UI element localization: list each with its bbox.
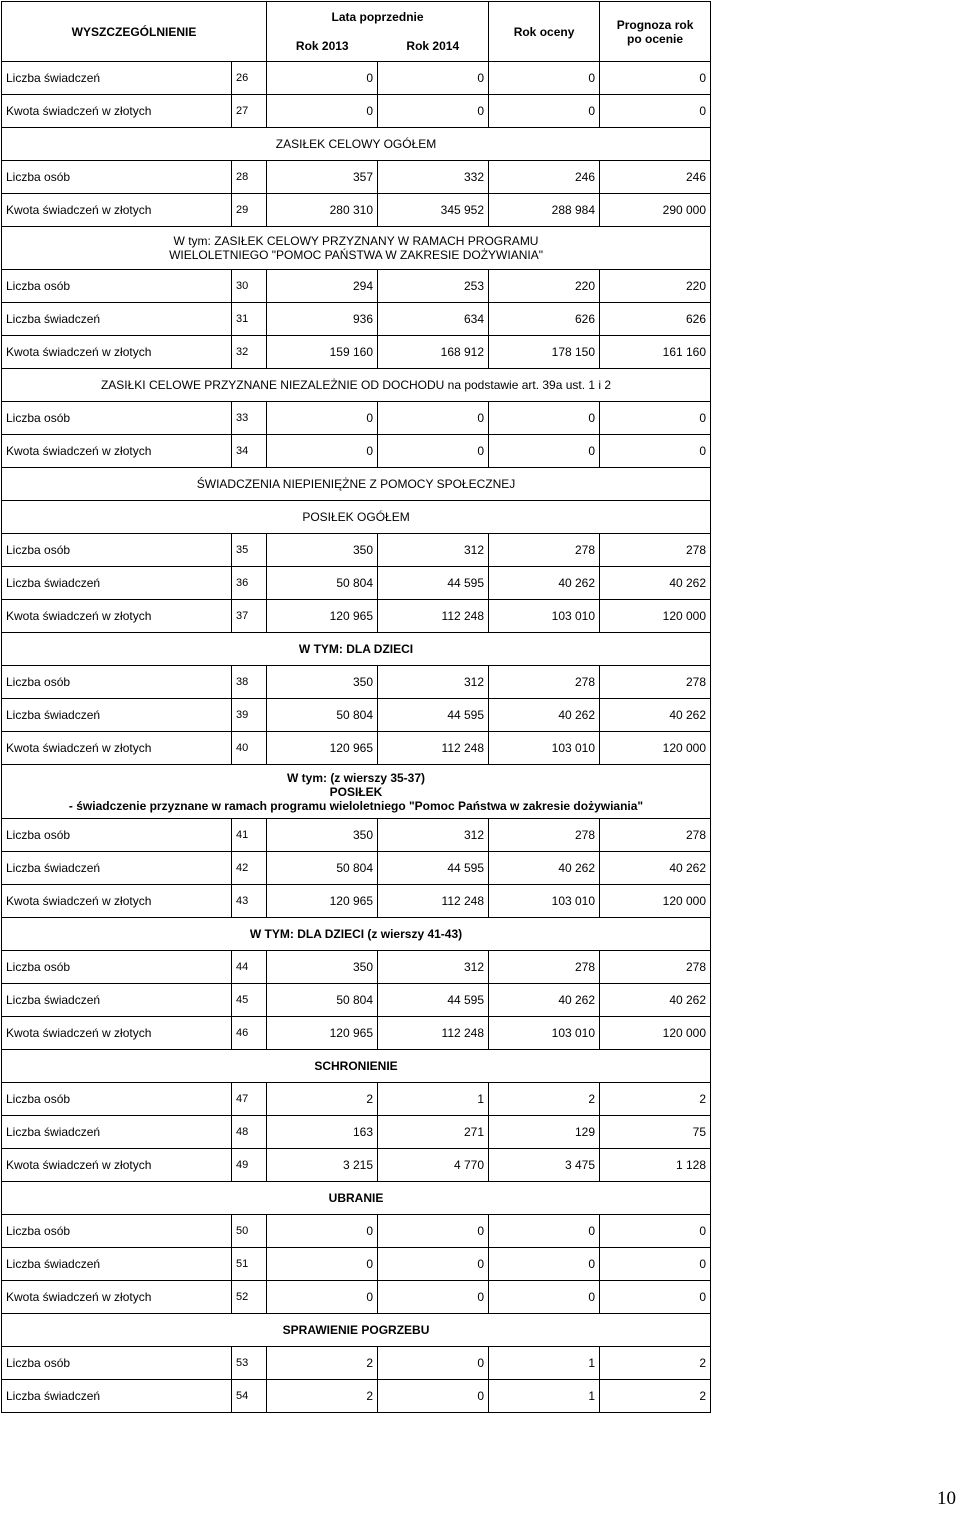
value-2013: 350 <box>267 951 378 984</box>
value-2013: 350 <box>267 666 378 699</box>
section-row <box>2 128 711 161</box>
benefits-table <box>1 1 711 1413</box>
value-rok-oceny: 3 475 <box>489 1149 600 1182</box>
value-2013: 120 965 <box>267 1017 378 1050</box>
value-2014: 112 248 <box>378 1017 489 1050</box>
table-row <box>2 270 711 303</box>
section-heading-line: W TYM: DLA DZIECI <box>298 642 414 656</box>
row-label: Kwota świadczeń w złotych <box>2 435 232 468</box>
section-heading <box>2 633 711 666</box>
value-2014: 168 912 <box>378 336 489 369</box>
value-2014: 332 <box>378 161 489 194</box>
section-row <box>2 918 711 951</box>
value-prognoza: 246 <box>600 161 711 194</box>
row-number: 30 <box>232 270 267 303</box>
value-prognoza: 0 <box>600 95 711 128</box>
value-prognoza: 0 <box>600 435 711 468</box>
table-row <box>2 1215 711 1248</box>
table-row <box>2 885 711 918</box>
section-heading-line: POSIŁEK OGÓŁEM <box>302 510 410 524</box>
value-prognoza: 40 262 <box>600 984 711 1017</box>
row-label: Kwota świadczeń w złotych <box>2 600 232 633</box>
value-2014: 634 <box>378 303 489 336</box>
value-rok-oceny: 1 <box>489 1380 600 1413</box>
section-heading <box>2 369 711 402</box>
value-rok-oceny: 246 <box>489 161 600 194</box>
value-2014: 0 <box>378 1347 489 1380</box>
row-label: Liczba osób <box>2 1083 232 1116</box>
header-prognoza <box>600 2 711 62</box>
table-row <box>2 699 711 732</box>
value-rok-oceny: 0 <box>489 402 600 435</box>
table-row <box>2 95 711 128</box>
value-prognoza: 0 <box>600 1281 711 1314</box>
header-year-2014: Rok 2014 <box>378 31 489 62</box>
row-number: 49 <box>232 1149 267 1182</box>
value-2014: 0 <box>378 402 489 435</box>
value-prognoza: 0 <box>600 402 711 435</box>
value-2013: 120 965 <box>267 885 378 918</box>
table-row <box>2 1380 711 1413</box>
value-2013: 350 <box>267 534 378 567</box>
section-heading <box>2 128 711 161</box>
row-number: 34 <box>232 435 267 468</box>
row-label: Kwota świadczeń w złotych <box>2 1281 232 1314</box>
value-2013: 3 215 <box>267 1149 378 1182</box>
value-prognoza: 278 <box>600 951 711 984</box>
value-rok-oceny: 0 <box>489 1281 600 1314</box>
section-heading-line: POSIŁEK <box>329 784 383 799</box>
value-prognoza: 290 000 <box>600 194 711 227</box>
table-body <box>2 62 711 1413</box>
row-number: 40 <box>232 732 267 765</box>
value-2013: 0 <box>267 435 378 468</box>
value-2014: 312 <box>378 534 489 567</box>
table-row <box>2 1347 711 1380</box>
row-number: 29 <box>232 194 267 227</box>
row-label: Kwota świadczeń w złotych <box>2 194 232 227</box>
row-number: 44 <box>232 951 267 984</box>
value-2014: 44 595 <box>378 984 489 1017</box>
value-rok-oceny: 2 <box>489 1083 600 1116</box>
value-2013: 0 <box>267 1248 378 1281</box>
table-row <box>2 852 711 885</box>
value-rok-oceny: 103 010 <box>489 1017 600 1050</box>
value-rok-oceny: 103 010 <box>489 600 600 633</box>
value-2014: 0 <box>378 1215 489 1248</box>
value-prognoza: 2 <box>600 1380 711 1413</box>
table-row <box>2 1116 711 1149</box>
value-prognoza: 120 000 <box>600 885 711 918</box>
value-2014: 0 <box>378 435 489 468</box>
table-row <box>2 732 711 765</box>
table-row <box>2 1248 711 1281</box>
value-rok-oceny: 103 010 <box>489 885 600 918</box>
value-prognoza: 75 <box>600 1116 711 1149</box>
page-number: 10 <box>937 1488 956 1509</box>
section-row <box>2 468 711 501</box>
row-label: Liczba świadczeń <box>2 699 232 732</box>
value-prognoza: 0 <box>600 62 711 95</box>
row-number: 46 <box>232 1017 267 1050</box>
section-heading-line: W tym: (z wierszy 35-37) <box>286 770 426 785</box>
value-2014: 253 <box>378 270 489 303</box>
header-year-2013: Rok 2013 <box>267 31 378 62</box>
value-2014: 44 595 <box>378 699 489 732</box>
value-prognoza: 1 128 <box>600 1149 711 1182</box>
section-row <box>2 633 711 666</box>
row-label: Liczba osób <box>2 534 232 567</box>
row-label: Kwota świadczeń w złotych <box>2 95 232 128</box>
value-prognoza: 120 000 <box>600 732 711 765</box>
value-prognoza: 2 <box>600 1347 711 1380</box>
section-heading-line: W tym: ZASIŁEK CELOWY PRZYZNANY W RAMACH PROGRAMU <box>173 234 539 248</box>
table-row <box>2 600 711 633</box>
row-label: Kwota świadczeń w złotych <box>2 1017 232 1050</box>
value-prognoza: 40 262 <box>600 852 711 885</box>
row-number: 26 <box>232 62 267 95</box>
section-heading-line: W TYM: DLA DZIECI (z wierszy 41-43) <box>249 927 463 941</box>
value-prognoza: 120 000 <box>600 600 711 633</box>
value-rok-oceny: 0 <box>489 1248 600 1281</box>
header-group-label: Lata poprzednie <box>267 2 489 32</box>
value-2014: 271 <box>378 1116 489 1149</box>
row-label: Kwota świadczeń w złotych <box>2 1149 232 1182</box>
row-number: 47 <box>232 1083 267 1116</box>
value-2013: 280 310 <box>267 194 378 227</box>
section-heading-line: ZASIŁEK CELOWY OGÓŁEM <box>275 137 437 151</box>
table-row <box>2 1083 711 1116</box>
section-heading <box>2 918 711 951</box>
table-row <box>2 402 711 435</box>
value-rok-oceny: 278 <box>489 819 600 852</box>
value-2014: 112 248 <box>378 600 489 633</box>
table-row <box>2 62 711 95</box>
section-heading-line: SCHRONIENIE <box>314 1059 398 1073</box>
table-row <box>2 303 711 336</box>
value-2014: 112 248 <box>378 885 489 918</box>
table-row <box>2 435 711 468</box>
value-prognoza: 278 <box>600 819 711 852</box>
value-rok-oceny: 278 <box>489 534 600 567</box>
value-2014: 0 <box>378 95 489 128</box>
row-number: 53 <box>232 1347 267 1380</box>
row-label: Kwota świadczeń w złotych <box>2 336 232 369</box>
section-row <box>2 501 711 534</box>
row-number: 36 <box>232 567 267 600</box>
value-prognoza: 2 <box>600 1083 711 1116</box>
value-rok-oceny: 278 <box>489 666 600 699</box>
row-number: 37 <box>232 600 267 633</box>
row-label: Kwota świadczeń w złotych <box>2 885 232 918</box>
value-2014: 44 595 <box>378 852 489 885</box>
value-2013: 2 <box>267 1380 378 1413</box>
table-row <box>2 984 711 1017</box>
section-heading-line: SPRAWIENIE POGRZEBU <box>282 1323 430 1337</box>
section-heading <box>2 1314 711 1347</box>
row-label: Liczba świadczeń <box>2 62 232 95</box>
section-row <box>2 369 711 402</box>
section-heading <box>2 1050 711 1083</box>
section-heading <box>2 765 711 819</box>
row-number: 45 <box>232 984 267 1017</box>
value-2013: 294 <box>267 270 378 303</box>
header-prognoza-line1: Prognoza rok <box>616 17 694 32</box>
value-rok-oceny: 129 <box>489 1116 600 1149</box>
value-2013: 0 <box>267 402 378 435</box>
value-2013: 0 <box>267 95 378 128</box>
table-row <box>2 534 711 567</box>
value-2014: 4 770 <box>378 1149 489 1182</box>
value-rok-oceny: 626 <box>489 303 600 336</box>
value-prognoza: 40 262 <box>600 567 711 600</box>
value-2013: 2 <box>267 1083 378 1116</box>
value-2013: 50 804 <box>267 567 378 600</box>
value-rok-oceny: 40 262 <box>489 984 600 1017</box>
row-label: Liczba świadczeń <box>2 1116 232 1149</box>
value-prognoza: 40 262 <box>600 699 711 732</box>
value-2014: 312 <box>378 666 489 699</box>
row-number: 54 <box>232 1380 267 1413</box>
row-number: 43 <box>232 885 267 918</box>
section-heading <box>2 1182 711 1215</box>
row-number: 35 <box>232 534 267 567</box>
value-2014: 0 <box>378 1281 489 1314</box>
value-rok-oceny: 220 <box>489 270 600 303</box>
value-rok-oceny: 103 010 <box>489 732 600 765</box>
row-label: Liczba świadczeń <box>2 303 232 336</box>
section-row <box>2 1182 711 1215</box>
row-number: 48 <box>232 1116 267 1149</box>
value-2014: 312 <box>378 951 489 984</box>
section-heading <box>2 468 711 501</box>
value-rok-oceny: 0 <box>489 62 600 95</box>
row-number: 28 <box>232 161 267 194</box>
row-number: 39 <box>232 699 267 732</box>
value-2013: 0 <box>267 62 378 95</box>
section-row <box>2 1050 711 1083</box>
value-prognoza: 161 160 <box>600 336 711 369</box>
row-number: 27 <box>232 95 267 128</box>
section-heading-line: UBRANIE <box>328 1191 384 1205</box>
row-number: 41 <box>232 819 267 852</box>
section-row <box>2 765 711 819</box>
section-heading-line: - świadczenie przyznane w ramach programu wieloletniego "Pomoc Państwa w zakresie dożywiania" <box>68 798 644 813</box>
section-heading <box>2 227 711 270</box>
value-prognoza: 220 <box>600 270 711 303</box>
value-2013: 0 <box>267 1215 378 1248</box>
value-2014: 112 248 <box>378 732 489 765</box>
table-row <box>2 161 711 194</box>
value-2013: 120 965 <box>267 732 378 765</box>
value-2013: 159 160 <box>267 336 378 369</box>
value-rok-oceny: 278 <box>489 951 600 984</box>
row-label: Liczba osób <box>2 161 232 194</box>
value-2014: 1 <box>378 1083 489 1116</box>
value-2013: 0 <box>267 1281 378 1314</box>
row-number: 42 <box>232 852 267 885</box>
row-number: 52 <box>232 1281 267 1314</box>
row-number: 38 <box>232 666 267 699</box>
value-2013: 2 <box>267 1347 378 1380</box>
header-rok-oceny: Rok oceny <box>489 2 600 62</box>
value-rok-oceny: 0 <box>489 1215 600 1248</box>
value-rok-oceny: 40 262 <box>489 567 600 600</box>
table-row <box>2 194 711 227</box>
value-rok-oceny: 0 <box>489 95 600 128</box>
value-2013: 120 965 <box>267 600 378 633</box>
section-heading-line: ŚWIADCZENIA NIEPIENIĘŻNE Z POMOCY SPOŁECZNEJ <box>196 477 516 491</box>
value-prognoza: 0 <box>600 1215 711 1248</box>
row-label: Liczba świadczeń <box>2 1248 232 1281</box>
value-2014: 345 952 <box>378 194 489 227</box>
header-prognoza-line2: po ocenie <box>627 31 684 46</box>
value-2013: 350 <box>267 819 378 852</box>
value-2013: 50 804 <box>267 699 378 732</box>
value-rok-oceny: 1 <box>489 1347 600 1380</box>
section-heading <box>2 501 711 534</box>
row-label: Liczba świadczeń <box>2 567 232 600</box>
value-2014: 44 595 <box>378 567 489 600</box>
value-prognoza: 278 <box>600 534 711 567</box>
section-heading-line: WIELOLETNIEGO "POMOC PAŃSTWA W ZAKRESIE DOŻYWIANIA" <box>169 248 543 262</box>
table-row <box>2 1281 711 1314</box>
row-number: 31 <box>232 303 267 336</box>
value-prognoza: 626 <box>600 303 711 336</box>
row-label: Liczba osób <box>2 402 232 435</box>
row-label: Kwota świadczeń w złotych <box>2 732 232 765</box>
table-row <box>2 336 711 369</box>
value-2013: 936 <box>267 303 378 336</box>
row-label: Liczba osób <box>2 1347 232 1380</box>
row-label: Liczba osób <box>2 819 232 852</box>
table-row <box>2 1017 711 1050</box>
row-label: Liczba osób <box>2 951 232 984</box>
value-rok-oceny: 0 <box>489 435 600 468</box>
value-rok-oceny: 288 984 <box>489 194 600 227</box>
value-prognoza: 278 <box>600 666 711 699</box>
section-heading-line: ZASIŁKI CELOWE PRZYZNANE NIEZALEŻNIE OD DOCHODU na podstawie art. 39a ust. 1 i 2 <box>100 378 612 392</box>
row-label: Liczba osób <box>2 270 232 303</box>
value-rok-oceny: 40 262 <box>489 699 600 732</box>
section-row <box>2 1314 711 1347</box>
table-row <box>2 567 711 600</box>
value-2013: 357 <box>267 161 378 194</box>
header-col-label: WYSZCZEGÓLNIENIE <box>2 2 267 62</box>
row-label: Liczba świadczeń <box>2 1380 232 1413</box>
table-row <box>2 951 711 984</box>
value-2013: 50 804 <box>267 984 378 1017</box>
table-row <box>2 666 711 699</box>
table-row <box>2 819 711 852</box>
value-prognoza: 0 <box>600 1248 711 1281</box>
row-label: Liczba osób <box>2 666 232 699</box>
row-number: 33 <box>232 402 267 435</box>
row-label: Liczba świadczeń <box>2 852 232 885</box>
value-2014: 312 <box>378 819 489 852</box>
value-rok-oceny: 40 262 <box>489 852 600 885</box>
value-2014: 0 <box>378 1248 489 1281</box>
table-row <box>2 1149 711 1182</box>
value-2014: 0 <box>378 1380 489 1413</box>
row-number: 50 <box>232 1215 267 1248</box>
value-2014: 0 <box>378 62 489 95</box>
value-prognoza: 120 000 <box>600 1017 711 1050</box>
value-2013: 50 804 <box>267 852 378 885</box>
value-rok-oceny: 178 150 <box>489 336 600 369</box>
section-row <box>2 227 711 270</box>
row-number: 32 <box>232 336 267 369</box>
value-2013: 163 <box>267 1116 378 1149</box>
row-label: Liczba osób <box>2 1215 232 1248</box>
row-label: Liczba świadczeń <box>2 984 232 1017</box>
row-number: 51 <box>232 1248 267 1281</box>
